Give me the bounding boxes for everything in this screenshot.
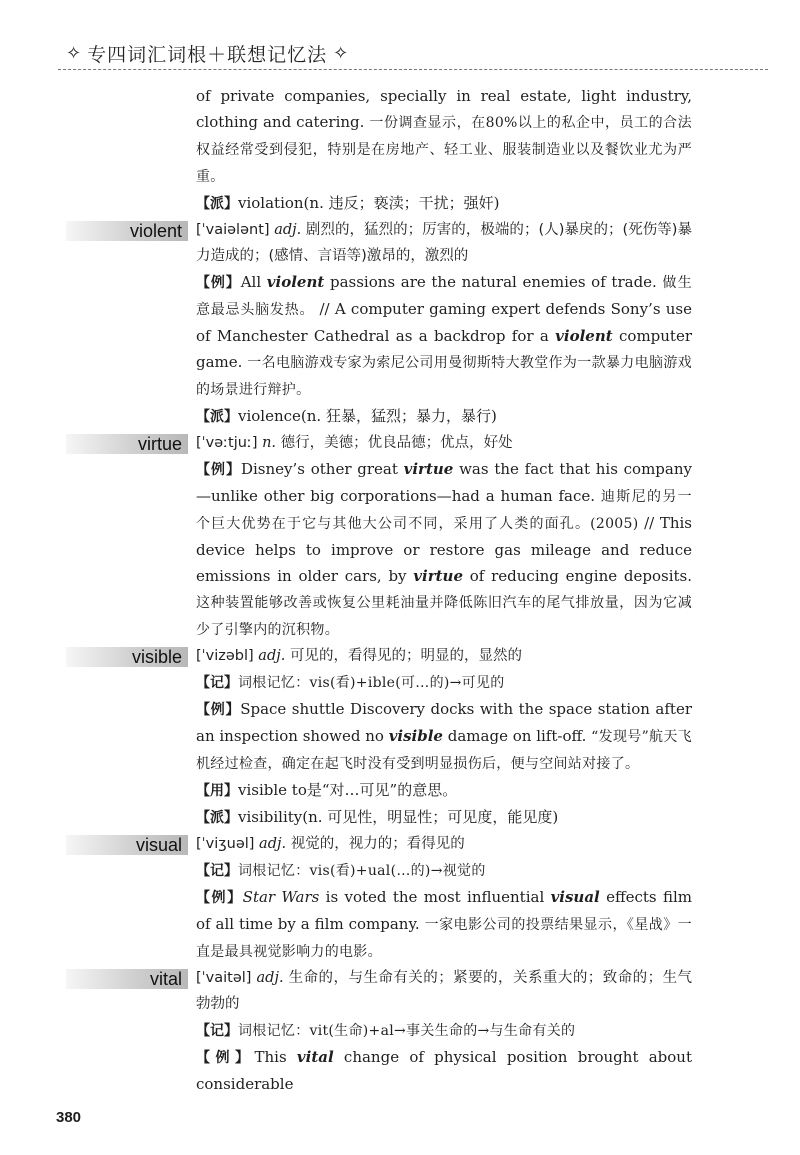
derived-text: violence(n. 狂暴，猛烈；暴力，暴行) <box>238 407 497 425</box>
running-header <box>60 38 760 68</box>
entry-visual <box>135 831 692 965</box>
definition: 可见的，看得见的；明显的，显然的 <box>289 648 522 664</box>
keyword: virtue <box>403 460 454 478</box>
example-tag: 【例】 <box>196 1050 255 1066</box>
part-of-speech: adj. <box>274 222 302 238</box>
part-of-speech: adj. <box>258 648 286 664</box>
separator: // <box>314 300 335 318</box>
memo-text: 词根记忆：vit(生命)+al→事关生命的→与生命有关的 <box>238 1023 576 1039</box>
keyword: visible <box>388 727 443 745</box>
definition: 剧烈的，猛烈的；厉害的，极端的；(人)暴戾的；(死伤等)暴力造成的；(感情、言语等)激昂的，激烈的 <box>196 222 693 264</box>
example-text: of reducing engine deposits. <box>463 567 692 585</box>
phonetic: [ˈvizəbl] <box>196 648 254 664</box>
example-tag: 【例】 <box>196 462 241 478</box>
definition-line <box>196 831 692 857</box>
example-translation: 一名电脑游戏专家为索尼公司用曼彻斯特大教堂作为一款暴力电脑游戏的场景进行辩护。 <box>196 355 692 398</box>
continuation-example <box>196 83 692 190</box>
example-line <box>196 1044 692 1097</box>
memo-line <box>196 1017 692 1044</box>
keyword: visual <box>550 888 600 906</box>
usage-text: visible to是“对…可见”的意思。 <box>238 781 458 799</box>
memo-tag: 【记】 <box>196 675 238 691</box>
definition: 视觉的，视力的；看得见的 <box>290 836 465 852</box>
page-number: 380 <box>56 1109 82 1126</box>
page-content <box>129 83 693 1097</box>
example-text: was the fact that his company—unlike other big corporations—had a human face. <box>196 460 692 505</box>
usage-tag: 【用】 <box>196 783 238 799</box>
example-text: All <box>240 273 267 291</box>
entry-vital <box>149 965 693 1097</box>
headword: violent <box>66 221 188 241</box>
example-line <box>196 456 692 643</box>
header-rule <box>58 69 768 70</box>
definition-line <box>196 430 692 456</box>
example-text: change of physical position brought about considerable <box>196 1048 692 1093</box>
film-title: Star Wars <box>242 888 320 906</box>
example-text: of private companies, specially in real estate, light industry, clothing and catering. <box>196 87 692 131</box>
phonetic: [ˈvaiələnt] <box>196 222 270 238</box>
part-of-speech: adj. <box>256 970 284 986</box>
example-text: computer game. <box>196 327 693 371</box>
diamond-right-icon: ✧ <box>333 42 349 64</box>
definition-line <box>196 965 692 1017</box>
entry-visible <box>131 643 692 831</box>
memo-line <box>196 857 692 884</box>
memo-text: 词根记忆：vis(看)+ible(可…的)→可见的 <box>238 675 505 691</box>
keyword: virtue <box>413 567 463 585</box>
example-text: This device helps to improve or restore gas mileage and reduce emissions in older cars, by <box>196 514 692 585</box>
keyword: violent <box>266 273 325 291</box>
derived-line <box>196 190 692 217</box>
phonetic: [ˈviʒuəl] <box>196 836 255 852</box>
example-text: Disney’s other great <box>240 460 404 478</box>
definition: 德行，美德；优良品德；优点，好处 <box>280 435 513 451</box>
definition-line <box>196 643 692 669</box>
headword: visual <box>66 835 188 855</box>
example-text: damage on lift-off. <box>442 727 587 745</box>
example-line <box>196 269 692 403</box>
example-tag: 【例】 <box>196 275 241 291</box>
usage-line <box>196 777 692 804</box>
derived-tag: 【派】 <box>196 409 238 425</box>
example-translation: 做生意最忌头脑发热。 <box>196 275 692 318</box>
memo-text: 词根记忆：vis(看)+ual(…的)→视觉的 <box>238 863 486 879</box>
keyword: vital <box>296 1048 334 1066</box>
definition: 生命的，与生命有关的；紧要的，关系重大的；致命的；生气勃勃的 <box>196 970 693 1012</box>
example-line <box>196 884 692 965</box>
example-line <box>196 696 692 777</box>
derived-text: visibility(n. 可见性，明显性；可见度，能见度) <box>238 808 559 826</box>
continuation-block <box>196 83 692 217</box>
entry-virtue <box>137 430 692 643</box>
derived-text: violation(n. 违反；亵渎；干扰；强奸) <box>238 194 500 212</box>
phonetic: [ˈvəːtjuː] <box>196 435 258 451</box>
entry-violent <box>129 217 693 430</box>
definition-line <box>196 217 692 269</box>
derived-line <box>196 403 692 430</box>
example-text: passions are the natural enemies of trade. <box>324 273 657 291</box>
derived-tag: 【派】 <box>196 810 238 826</box>
part-of-speech: n. <box>262 435 277 451</box>
example-text: is voted the most influential <box>319 888 551 906</box>
diamond-left-icon: ✧ <box>66 42 82 64</box>
derived-tag: 【派】 <box>196 196 238 212</box>
example-tag: 【例】 <box>196 702 241 718</box>
headword: vital <box>66 969 188 989</box>
memo-tag: 【记】 <box>196 863 238 879</box>
example-translation: 一家电影公司的投票结果显示，《星战》一直是最具视觉影响力的电影。 <box>196 917 692 960</box>
example-translation: 这种装置能够改善或恢复公里耗油量并降低陈旧汽车的尾气排放量，因为它减少了引擎内的沉积物。 <box>196 595 692 638</box>
example-tag: 【例】 <box>196 890 243 906</box>
example-text: This <box>254 1048 297 1066</box>
part-of-speech: adj. <box>259 836 287 852</box>
derived-line <box>196 804 692 831</box>
memo-tag: 【记】 <box>196 1023 238 1039</box>
header-title: 专四词汇词根＋联想记忆法 <box>87 43 328 66</box>
example-text: effects film of all time by a film company. <box>196 888 692 933</box>
example-text: A computer gaming expert defends Sony’s use of Manchester Cathedral as a backdrop for a <box>196 300 692 345</box>
phonetic: [ˈvaitəl] <box>196 970 252 986</box>
example-text: Space shuttle Discovery docks with the space station after an inspection showed no <box>196 700 692 745</box>
separator: // <box>638 514 660 532</box>
keyword: violent <box>555 327 613 345</box>
memo-line <box>196 669 692 696</box>
example-translation: 迪斯尼的另一个巨大优势在于它与其他大公司不同，采用了人类的面孔。(2005) <box>196 489 692 532</box>
headword: visible <box>66 647 188 667</box>
headword: virtue <box>66 434 188 454</box>
example-translation: “发现号”航天飞机经过检查，确定在起飞时没有受到明显损伤后，便与空间站对接了。 <box>196 729 692 772</box>
example-translation: 一份调查显示，在80%以上的私企中，员工的合法权益经常受到侵犯，特别是在房地产、轻工业、服装制造业以及餐饮业尤为严重。 <box>196 115 692 185</box>
